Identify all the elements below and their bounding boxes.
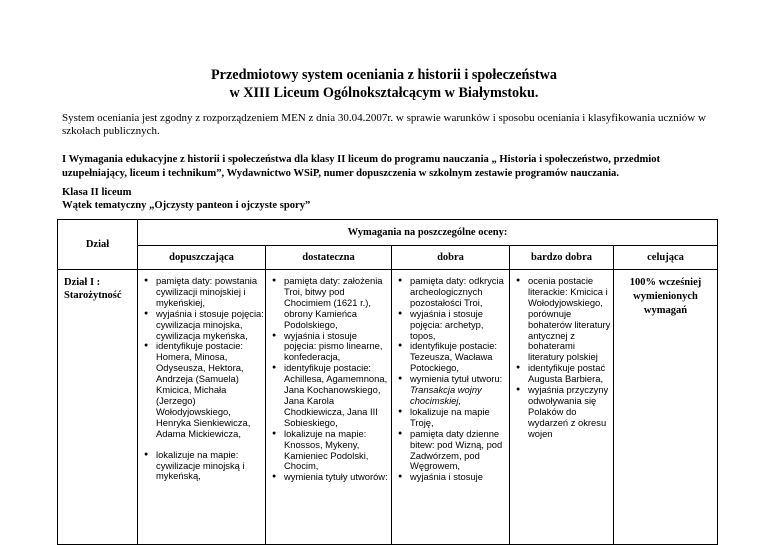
list-item: ● ocenia postacie literackie: Kmicica i Wołodyjowskiego, porównuje bohaterów literatury antycznej z bohaterami literatury polskiej: [510, 276, 613, 363]
list-bardzo-dobra: [510, 270, 613, 440]
celujaca-text: 100% wcześniej wymienionych wymagań: [629, 277, 702, 316]
col-header-celujaca: celująca: [614, 245, 718, 270]
dzial-number: Dział I :: [64, 277, 101, 288]
list-item: ● pamięta daty dzienne bitew: pod Wizną, pod Zadwórzem, pod Węgrowem,: [392, 429, 509, 473]
list-item: ● wymienia tytuły utworów:: [266, 472, 391, 483]
list-item: ● lokalizuje na mapie: Knossos, Mykeny, Kamieniec Podolski, Chocim,: [266, 429, 391, 473]
cell-celujaca: [614, 270, 718, 545]
list-item: ● pamięta daty: założenia Troi, bitwy pod Chocimiem (1621 r.), obrony Kamieńca Podolskiego,: [266, 276, 391, 331]
list-item: ● wyjaśnia i stosuje pojęcia: pismo linearne, konfederacja,: [266, 331, 391, 364]
list-item: ● pamięta daty: powstania cywilizacji minojskiej i mykeńskiej,: [138, 276, 265, 309]
document-title: [0, 66, 768, 102]
col-header-dostateczna: dostateczna: [266, 245, 392, 270]
list-item: ● lokalizuje na mapie Troję,: [392, 407, 509, 429]
theme-label: Wątek tematyczny „Ojczysty panteon i ojczyste spory”: [62, 200, 311, 211]
dzial-name: Starożytność: [64, 290, 122, 301]
cell-bardzo-dobra: [510, 270, 614, 545]
list-item: ● identyfikuje postacie: Achillesa, Agamemnona, Jana Kochanowskiego, Jana Karola Chodkiewicza, Jana III Sobieskiego,: [266, 363, 391, 428]
cell-dopuszczajaca: [138, 270, 266, 545]
list-item: ● identyfikuje postać Augusta Barbiera,: [510, 363, 613, 385]
title-line-1: Przedmiotowy system oceniania z historii i społeczeństwa: [211, 67, 557, 83]
list-item: [392, 374, 509, 407]
intro-paragraph: System oceniania jest zgodny z rozporządzeniem MEN z dnia 30.04.2007r. w sprawie warunków i sposobu oceniania i klasyfikowania uczniów w szkołach publicznych.: [62, 112, 706, 137]
class-info: [62, 186, 722, 212]
col-header-bardzo-dobra: bardzo dobra: [510, 245, 614, 270]
list-dopuszczajaca: [138, 270, 265, 482]
list-item: ● identyfikuje postacie: Tezeusza, Wacława Potockiego,: [392, 341, 509, 374]
grades-header: Wymagania na poszczególne oceny:: [138, 220, 718, 246]
list-dostateczna: [266, 270, 391, 483]
class-label: Klasa II liceum: [62, 187, 132, 198]
dzial-header: Dział: [58, 220, 138, 270]
title-line-2: w XIII Liceum Ogólnokształcącym w Białymstoku.: [229, 85, 539, 101]
cell-dostateczna: [266, 270, 392, 545]
list-item: ● wyjaśnia i stosuje pojęcia: cywilizacja minojska, cywilizacja mykeńska,: [138, 309, 265, 342]
dzial-cell: [58, 270, 138, 545]
col-header-dobra: dobra: [392, 245, 510, 270]
list-item: ● pamięta daty: odkrycia archeologicznych pozostałości Troi,: [392, 276, 509, 309]
list-item-prefix: wymienia tytuł utworu:: [410, 373, 503, 385]
col-header-dopuszczajaca: dopuszczająca: [138, 245, 266, 270]
list-item: ● wyjaśnia i stosuje: [392, 472, 509, 483]
list-item: ● lokalizuje na mapie: cywilizacje minojską i mykeńską,: [138, 450, 265, 483]
cell-dobra: [392, 270, 510, 545]
list-dobra: [392, 270, 509, 483]
work-title: Transakcja wojny chocimskiej,: [410, 384, 482, 406]
list-item: ● wyjaśnia przyczyny odwoływania się Polaków do wydarzeń z okresu wojen: [510, 385, 613, 440]
list-item: ● wyjaśnia i stosuje pojęcia: archetyp, topos,: [392, 309, 509, 342]
requirements-paragraph: I Wymagania edukacyjne z historii i społeczeństwa dla klasy II liceum do programu nauczania „ Historia i społeczeństwo, przedmiot uzupełniający, liceum i technikum”, Wydawnictwo WSiP, numer dopuszczenia w szkolnym zestawie programów nauczania.: [62, 154, 661, 179]
requirements-table: [57, 219, 718, 545]
list-item: ● identyfikuje postacie: Homera, Minosa, Odyseusza, Hektora, Andrzeja (Samuela) Kmicica, Michała (Jerzego) Wołodyjowskiego, Henryka Sienkiewicza, Adama Mickiewicza,: [138, 341, 265, 439]
